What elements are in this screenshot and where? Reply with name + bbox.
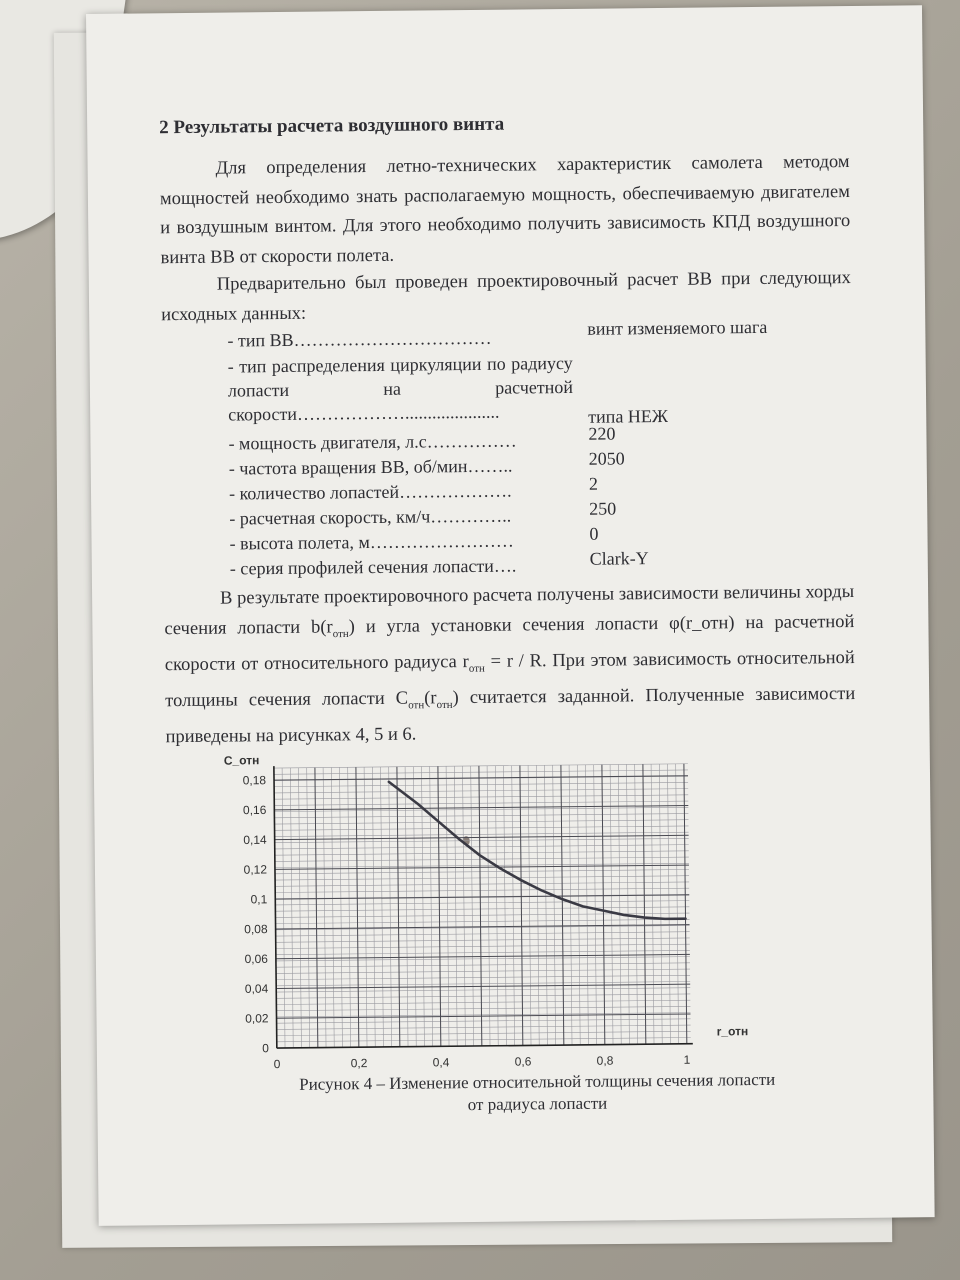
- y-tick-label: 0,16: [242, 802, 267, 818]
- x-tick-label: 0,6: [514, 1054, 532, 1069]
- grid-line-minor: [276, 926, 690, 930]
- param-label: - количество лопастей……………….: [228, 480, 512, 504]
- grid-line-minor: [276, 1000, 690, 1004]
- x-axis-line: [277, 1044, 693, 1048]
- x-tick-label: 1: [683, 1052, 691, 1067]
- y-axis-title: С_отн: [223, 753, 260, 768]
- grid-line-minor: [276, 975, 690, 979]
- grid-line-major: [276, 954, 690, 958]
- grid-line-minor: [276, 932, 690, 936]
- grid-line-minor: [276, 994, 690, 998]
- grid-line-major: [276, 984, 690, 988]
- section-heading: 2 Результаты расчета воздушного винта: [159, 113, 505, 139]
- y-tick-label: 0,02: [245, 1011, 269, 1026]
- grid-line-minor: [277, 1038, 691, 1042]
- figure-caption: [237, 1068, 837, 1118]
- grid-line-minor: [275, 888, 689, 892]
- grid-line-minor: [274, 814, 688, 818]
- param-row: [228, 348, 869, 427]
- results-text: В результате проектировочного расчета получены зависимости величины хорды сечения лопасти b(r: [164, 581, 855, 639]
- x-axis-title: r_отн: [716, 1024, 749, 1039]
- y-axis-line: [274, 766, 277, 1048]
- param-label: - мощность двигателя, л.с……………: [228, 430, 517, 454]
- y-tick-label: 0,1: [250, 892, 268, 907]
- paragraph-results: [164, 578, 856, 753]
- x-tick-label: 0,4: [432, 1055, 450, 1070]
- subscript: отн: [436, 698, 453, 711]
- grid-line-minor: [275, 907, 689, 911]
- param-value: винт изменяемого шага: [587, 316, 768, 339]
- grid-line-minor: [274, 801, 688, 805]
- thickness-chart: [223, 737, 807, 1073]
- param-label: - высота полета, м……………………: [229, 530, 514, 554]
- paragraph-intro-text: Для определения летно-технических характеристик самолета методом мощностей необходимо знать располагаемую мощность, обеспечиваемую двигателем и воздушным винтом. Для этого необходимо получить зависимость КПД воздушного винта ВВ от скорости полета.: [159, 152, 851, 268]
- param-label: - частота вращения ВВ, об/мин……..: [228, 455, 513, 479]
- grid-line-minor: [275, 845, 689, 849]
- caption-line-1: Рисунок 4 – Изменение относительной толщины сечения лопасти: [299, 1069, 776, 1094]
- grid-line-minor: [276, 988, 690, 992]
- results-text: (r: [424, 688, 437, 709]
- grid-line-minor: [275, 876, 689, 880]
- grid-line-minor: [277, 1019, 691, 1023]
- param-value: 2: [588, 473, 599, 494]
- x-tick-label: 0: [273, 1057, 281, 1072]
- subscript: отн: [332, 627, 349, 640]
- grid-line-minor: [276, 938, 690, 942]
- grid-line-minor: [276, 1006, 690, 1010]
- grid-line-minor: [276, 950, 690, 954]
- results-text: = r / R. При этом зависимость относительной толщины сечения лопасти С: [165, 647, 855, 712]
- param-value: 250: [589, 498, 617, 519]
- param-label: - тип ВВ……………………………: [227, 327, 492, 351]
- grid-line-minor: [276, 919, 690, 923]
- x-tick-label: 0,2: [350, 1056, 368, 1071]
- grid-line-minor: [275, 870, 689, 874]
- grid-line-minor: [275, 826, 689, 830]
- grid-line-minor: [276, 963, 690, 967]
- param-label: - серия профилей сечения лопасти….: [229, 555, 517, 579]
- results-text: ) и угла установки сечения лопасти φ(r_отн) на расчетной скорости от относительного радиуса r: [164, 611, 855, 675]
- grid-line-minor: [276, 969, 690, 973]
- grid-line-major: [274, 776, 688, 780]
- grid-line-minor: [274, 789, 688, 793]
- grid-line-minor: [276, 957, 690, 961]
- grid-line-minor: [275, 851, 689, 855]
- param-label: - тип распределения циркуляции по радиусу лопасти на расчетной скорости……………….....................: [227, 352, 574, 425]
- subscript: отн: [468, 662, 485, 675]
- grid-line-minor: [274, 782, 688, 786]
- y-tick-label: 0,18: [242, 773, 267, 788]
- grid-line-minor: [274, 764, 688, 768]
- paragraph-preliminary-text: Предварительно был проведен проектировочный расчет ВВ при следующих исходных данных:: [161, 268, 851, 325]
- grid-line-major: [276, 925, 690, 929]
- param-value: 220: [588, 423, 616, 444]
- grid-line-minor: [275, 901, 689, 905]
- document-page: [86, 5, 935, 1226]
- grid-line-minor: [274, 795, 688, 799]
- results-text: ) считается заданной. Полученные зависимости приведены на рисунках 4, 5 и 6.: [165, 683, 856, 748]
- caption-line-2: от радиуса лопасти: [467, 1093, 608, 1115]
- y-tick-label: 0: [262, 1041, 269, 1056]
- param-label: - расчетная скорость, км/ч…………..: [229, 505, 512, 529]
- y-tick-label: 0,12: [243, 862, 268, 877]
- y-tick-label: 0,08: [244, 922, 268, 937]
- grid-line-minor: [275, 882, 689, 886]
- grid-line-minor: [276, 944, 690, 948]
- param-value: 2050: [588, 448, 625, 469]
- subscript: отн: [408, 699, 425, 712]
- grid-line-minor: [274, 770, 688, 774]
- grid-line-minor: [274, 820, 688, 824]
- y-tick-label: 0,14: [243, 832, 267, 847]
- chart-y-ticks: [243, 773, 270, 1055]
- y-tick-label: 0,04: [244, 981, 269, 996]
- x-tick-label: 0,8: [596, 1053, 614, 1068]
- param-value: Clark-Y: [589, 548, 649, 569]
- param-value: 0: [589, 523, 599, 544]
- y-tick-label: 0,06: [244, 951, 268, 967]
- grid-line-minor: [277, 1025, 691, 1029]
- param-value: типа НЕЖ: [588, 405, 669, 427]
- chart-x-ticks: [274, 1053, 691, 1071]
- grid-line-minor: [277, 1031, 691, 1035]
- paragraph-intro: [159, 148, 850, 273]
- grid-line-major: [275, 895, 689, 899]
